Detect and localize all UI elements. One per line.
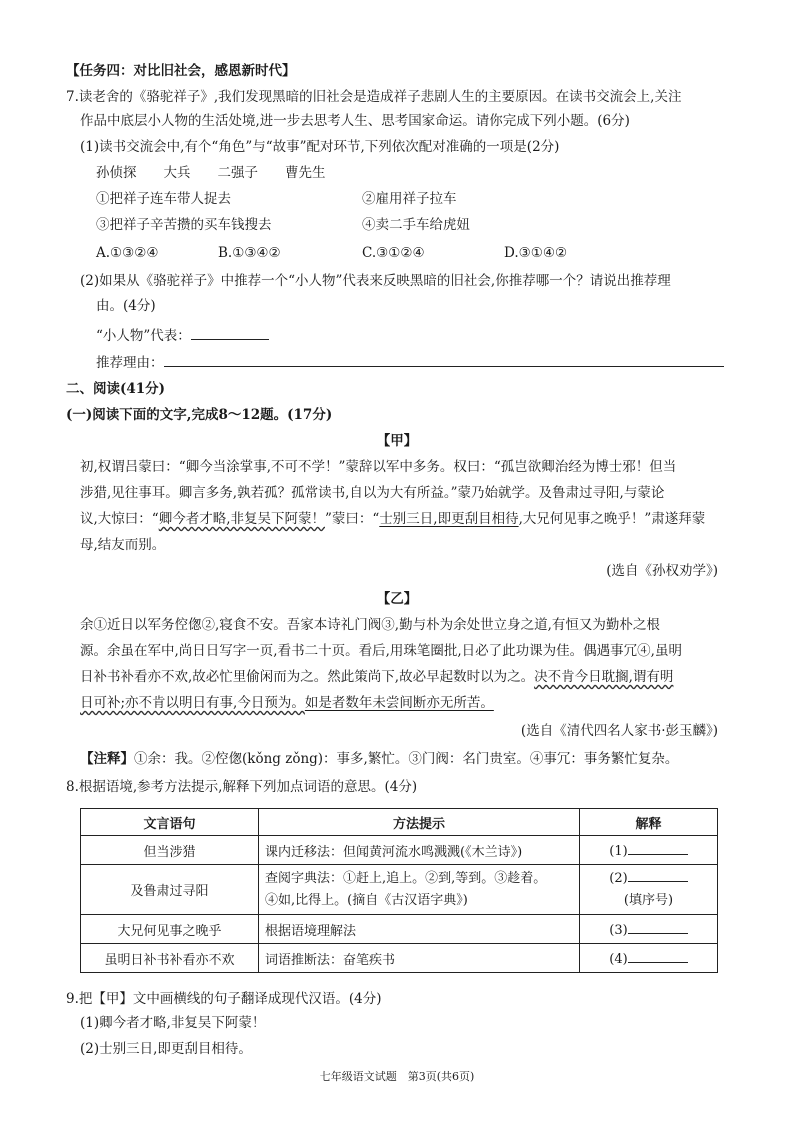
section2-sub1: (一)阅读下面的文字,完成8～12题。(17分) [66,407,333,423]
table-row [81,836,718,865]
yi-source: (选自《清代四名人家书·彭玉麟》) [520,723,718,739]
jia-underlined-2: 士别三日,即更刮目相待 [379,511,519,527]
q7-2-line2: 由。(4分) [96,298,156,314]
q8-header-row [81,809,718,836]
q8-table [80,808,718,973]
answer-blank[interactable] [628,841,688,855]
jia-p1: 初,权谓吕蒙曰：“卿今当涂掌事,不可不学！”蒙辞以军中多务。权曰：“孤岂欲卿治经为博士邪！但当 [80,459,677,475]
q8-sentence-4: 虽明日补书补看亦不欢 [81,944,259,973]
q9-title: 9.把【甲】文中画横线的句子翻译成现代汉语。(4分) [66,991,382,1007]
q8-header-sentence: 文言语句 [81,809,259,836]
story-1: ①把祥子连车带人捉去 [96,191,231,207]
q8-sentence-2: 及鲁肃过寻阳 [81,865,259,915]
q8-answer-3[interactable]: (3) [580,915,718,944]
notes-label: 【注释】 [80,751,134,767]
roles-list: 孙侦探 大兵 二强子 曹先生 [96,165,326,181]
q8-sentence-1: 但当涉猎 [81,836,259,865]
q9-s2: (2)士别三日,即更刮目相待。 [80,1041,252,1057]
page-footer: 七年级语文试题 第3页(共6页) [319,1070,475,1083]
q8-title: 8.根据语境,参考方法提示,解释下列加点词语的意思。(4分) [66,779,418,795]
yi-heading: 【乙】 [376,591,418,607]
task4-header: 【任务四：对比旧社会，感恩新时代】 [66,63,296,79]
table-row [81,865,718,915]
rep-row [96,325,269,345]
reason-label: 推荐理由： [96,355,164,371]
answer-blank[interactable] [628,920,688,934]
q8-answer-1[interactable]: (1) [580,836,718,865]
q8-header-tip: 方法提示 [259,809,580,836]
q8-tip-3: 根据语境理解法 [259,915,580,944]
story-2: ②雇用祥子拉车 [362,191,457,207]
option-c[interactable]: C.③①②④ [362,245,425,261]
yi-p4 [80,694,494,712]
yi-underlined: 如是者数年未尝间断亦无所苦。 [304,695,494,711]
q8-answer-2[interactable]: (2) (填序号) [580,865,718,915]
q8-sentence-3: 大兄何见事之晚乎 [81,915,259,944]
answer-blank[interactable] [628,868,688,882]
q7-1-question: (1)读书交流会中,有个“角色”与“故事”配对环节,下列依次配对准确的一项是(2分) [80,139,560,155]
story-3: ③把祥子辛苦攒的买车钱搜去 [96,217,272,233]
option-b[interactable]: B.①③④② [218,245,281,261]
option-d[interactable]: D.③①④② [504,245,568,261]
notes [80,750,678,768]
answer-blank[interactable] [628,949,688,963]
notes-text: ①余：我。②倥偬(kǒng zǒng)：事多,繁忙。③门阀：名门贵室。④事冗：事务繁忙复杂。 [134,751,679,767]
section2-title: 二、阅读(41分) [66,381,166,397]
q7-line1: 7.读老舍的《骆驼祥子》,我们发现黑暗的旧社会是造成祥子悲剧人生的主要原因。在读书交流会上,关注 [66,89,682,105]
q8-header-answer: 解释 [580,809,718,836]
yi-wavy-1: 决不肯今日耽搁,谓有明 [534,669,674,685]
q8-tip-2: 查阅字典法：①赶上,追上。②到,等到。③趁着。 ④如,比得上。(摘自《古汉语字典》) [259,865,580,915]
q7-line2: 作品中底层小人物的生活处境,进一步去思考人生、思考国家命运。请你完成下列小题。(6分) [80,113,630,129]
yi-wavy-2: 日可补;亦不肯以明日有事,今日预为。 [80,695,305,711]
jia-p3 [80,510,705,528]
yi-p3 [80,668,673,686]
table-row [81,944,718,973]
yi-p2: 源。余虽在军中,尚日日写字一页,看书二十页。看后,用珠笔圈批,日必了此功课为佳。偶遇事冗④,虽明 [80,643,682,659]
table-row [81,915,718,944]
q8-answer-4[interactable]: (4) [580,944,718,973]
reason-answer-blank[interactable] [164,352,724,367]
jia-p3c: ”蒙曰：“ [325,511,380,527]
jia-p4: 母,结友而别。 [80,537,166,553]
jia-p3a: 议,大惊曰：“ [80,511,159,527]
jia-p3e: ,大兄何见事之晚乎！”肃遂拜蒙 [518,511,706,527]
jia-heading: 【甲】 [376,433,418,449]
q8-tip-1: 课内迁移法：但闻黄河流水鸣溅溅(《木兰诗》) [259,836,580,865]
jia-underlined-1: 卿今者才略,非复吴下阿蒙！ [158,511,325,527]
rep-label: “小人物”代表： [96,328,191,344]
jia-p2: 涉猎,见往事耳。卿言多务,孰若孤？孤常读书,自以为大有所益。”蒙乃始就学。及鲁肃过寻阳,与蒙论 [80,485,665,501]
q9-s1: (1)卿今者才略,非复吴下阿蒙！ [80,1015,266,1031]
yi-p3a: 日补书补看亦不欢,故必忙里偷闲而为之。然此策尚下,故必早起数时以为之。 [80,669,535,685]
q7-2-line1: (2)如果从《骆驼祥子》中推荐一个“小人物”代表来反映黑暗的旧社会,你推荐哪一个？请说出推荐理 [80,273,671,289]
story-4: ④卖二手车给虎妞 [362,217,470,233]
q8-tip-4: 词语推断法：奋笔疾书 [259,944,580,973]
reason-row [96,352,724,372]
jia-source: (选自《孙权劝学》) [606,563,718,579]
yi-p1: 余①近日以军务倥偬②,寝食不安。吾家本诗礼门阀③,勤与朴为余处世立身之道,有恒又为勤朴之根 [80,617,660,633]
rep-answer-blank[interactable] [191,325,269,340]
option-a[interactable]: A.①③②④ [96,245,159,261]
